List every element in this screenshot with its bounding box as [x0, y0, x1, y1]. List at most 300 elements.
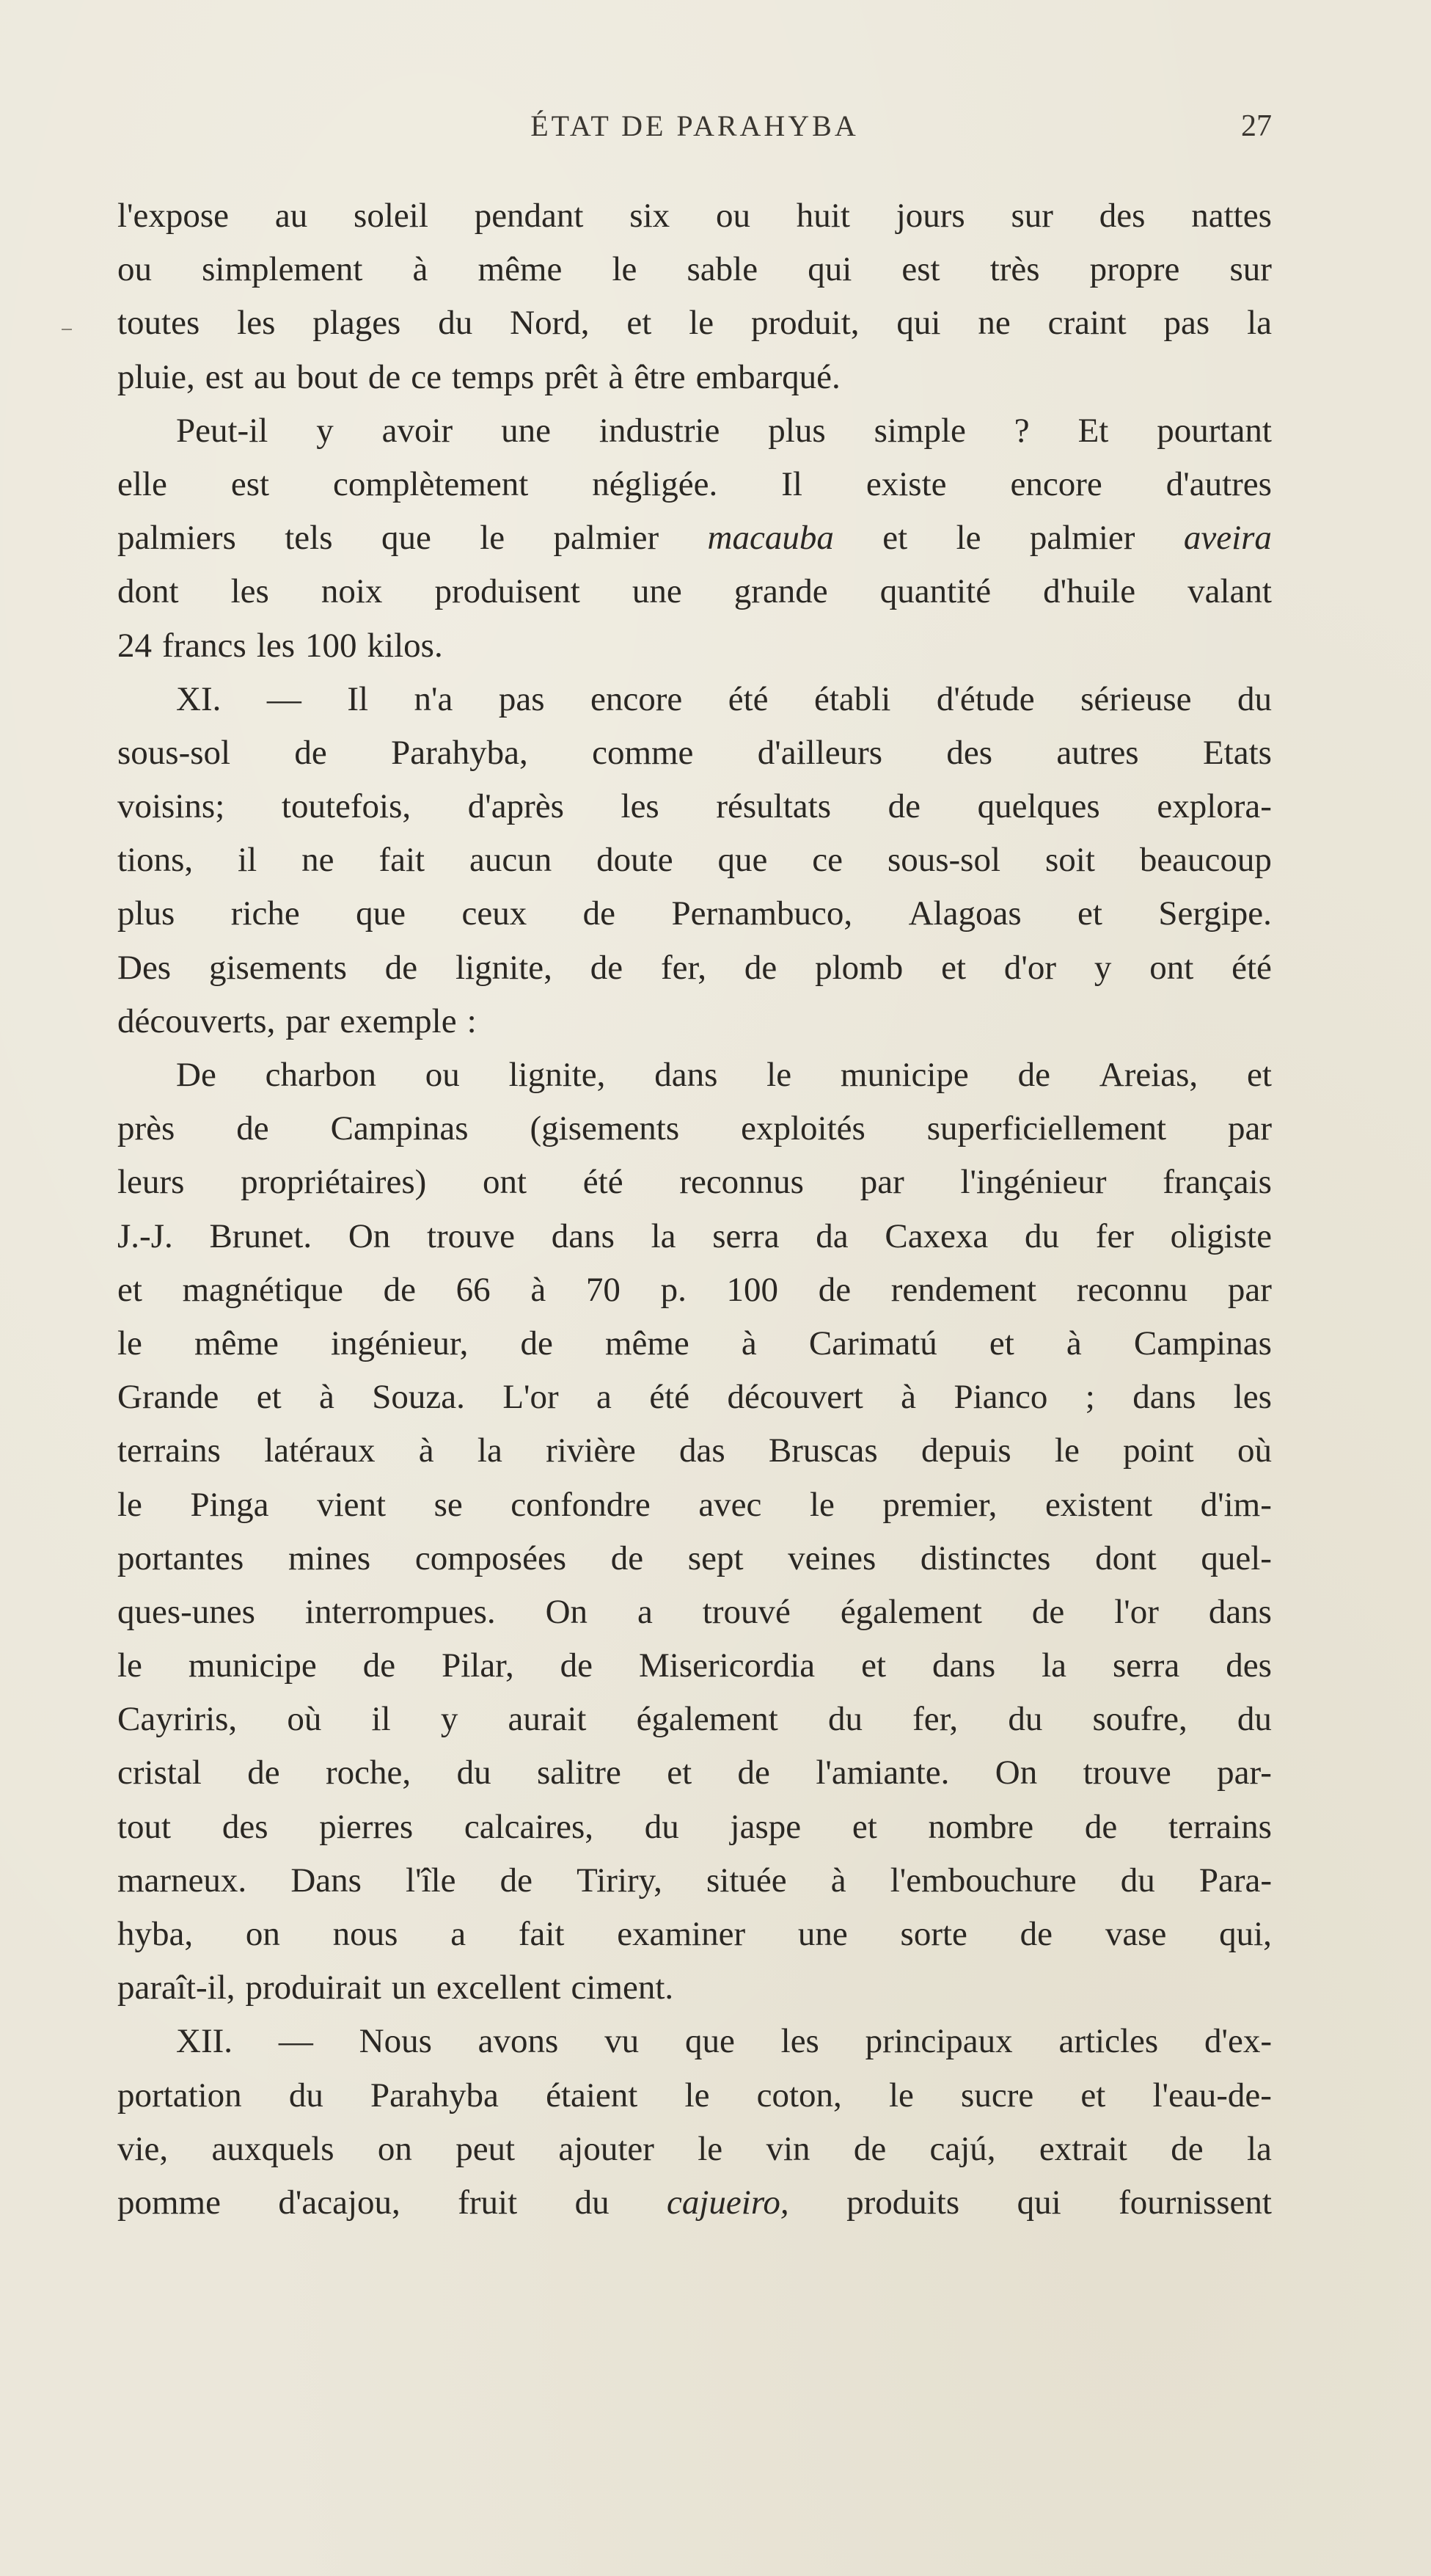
word: propre	[1089, 250, 1180, 289]
word: été	[582, 1163, 623, 1202]
word: être	[634, 357, 686, 396]
word: d'or	[1003, 948, 1056, 987]
word: sept	[687, 1539, 744, 1577]
word: d'après	[467, 787, 564, 826]
word: des	[1226, 1646, 1272, 1685]
word: articles	[1058, 2022, 1159, 2061]
word: Nous	[359, 2022, 432, 2061]
word: aurait	[508, 1700, 587, 1739]
text-line	[117, 1263, 1272, 1317]
word: de	[384, 948, 418, 987]
text-line	[117, 404, 1272, 458]
word: Tiriry,	[577, 1861, 662, 1900]
word: examiner	[617, 1915, 746, 1953]
word: la	[1247, 304, 1272, 343]
word: qui	[1017, 2183, 1061, 2222]
word: craint	[1047, 304, 1127, 343]
word: de	[582, 894, 616, 933]
word: dont	[1095, 1539, 1157, 1577]
word: lignite,	[508, 1056, 606, 1094]
word: 24	[117, 626, 152, 665]
word: les	[237, 304, 276, 343]
word: paraît-il,	[117, 1969, 235, 2007]
word: embarqué.	[695, 357, 841, 396]
word: plus	[768, 411, 826, 450]
word: l'embouchure	[890, 1861, 1077, 1900]
word: située	[706, 1861, 787, 1900]
word: du	[827, 1700, 863, 1739]
word: complètement	[333, 464, 529, 503]
word: dans	[932, 1646, 996, 1685]
word: Souza.	[372, 1378, 465, 1417]
word: que	[717, 841, 768, 880]
word: serra	[712, 1216, 780, 1255]
word: vie,	[117, 2129, 169, 2168]
word: soit	[1044, 841, 1095, 880]
text-line	[117, 1371, 1272, 1424]
word: découverts,	[117, 1001, 276, 1040]
word: dans	[1208, 1592, 1272, 1631]
text-line	[117, 2176, 1272, 2230]
word: et	[941, 948, 967, 987]
word: exemple	[340, 1001, 457, 1040]
text-line	[117, 887, 1272, 941]
word: 100	[305, 626, 357, 665]
word: ;	[1085, 1378, 1095, 1417]
word: Des	[117, 948, 172, 987]
word: Brunet.	[209, 1216, 312, 1255]
word: pomme	[117, 2183, 221, 2222]
word: J.-J.	[117, 1216, 173, 1255]
word: ?	[1014, 411, 1030, 450]
word: Cayriris,	[117, 1700, 238, 1739]
word: le	[612, 250, 637, 289]
word: aveira	[1183, 519, 1272, 558]
word: doute	[596, 841, 673, 880]
word: Bruscas	[768, 1431, 878, 1470]
word: aucun	[469, 841, 552, 880]
word: d'huile	[1043, 572, 1136, 611]
word: également	[636, 1700, 778, 1739]
word: est	[901, 250, 940, 289]
word: de	[1031, 1592, 1065, 1631]
word: découvert	[727, 1378, 863, 1417]
text-line	[117, 1156, 1272, 1209]
word: principaux	[865, 2022, 1013, 2061]
word: d'étude	[936, 679, 1035, 718]
word: Pinga	[190, 1485, 269, 1524]
word: macauba	[707, 519, 834, 558]
word: De	[176, 1056, 216, 1094]
word: le	[809, 1485, 835, 1524]
word: ou	[715, 197, 750, 235]
word: qui,	[1219, 1915, 1272, 1953]
word: de	[853, 2129, 887, 2168]
word: du	[1024, 1216, 1059, 1255]
word: au	[253, 357, 287, 396]
text-line	[117, 833, 1272, 887]
word: par	[285, 1001, 330, 1040]
word: même	[477, 250, 563, 289]
word: francs	[162, 626, 246, 665]
word: l'or	[1114, 1592, 1159, 1631]
word: gisements	[208, 948, 347, 987]
word: sur	[1011, 197, 1053, 235]
word: à	[418, 1431, 434, 1470]
word: du	[456, 1754, 491, 1792]
word: riche	[230, 894, 300, 933]
word: de	[1171, 2129, 1204, 2168]
word: a	[450, 1915, 466, 1953]
word: est	[230, 464, 270, 503]
word: reconnus	[679, 1163, 804, 1202]
word: Pernambuco,	[671, 894, 853, 933]
word: l'ingénieur	[960, 1163, 1107, 1202]
word: charbon	[265, 1056, 376, 1094]
word: à	[530, 1270, 546, 1309]
word: fait	[518, 1915, 565, 1953]
word: autres	[1056, 733, 1139, 772]
word: que	[684, 2022, 735, 2061]
word: sucre	[961, 2076, 1034, 2115]
word: ceux	[461, 894, 527, 933]
text-line	[117, 1424, 1272, 1478]
word: le	[956, 519, 981, 558]
text-line	[117, 780, 1272, 833]
word: le	[1054, 1431, 1080, 1470]
word: :	[466, 1001, 477, 1040]
word: étaient	[546, 2076, 638, 2115]
word: ne	[301, 841, 334, 880]
text-line	[117, 1800, 1272, 1854]
word: qui	[808, 250, 852, 289]
word: leurs	[117, 1163, 185, 1202]
word: du	[1237, 679, 1272, 718]
word: valant	[1187, 572, 1272, 611]
word: à	[319, 1378, 334, 1417]
word: de	[247, 1754, 280, 1792]
word: Et	[1077, 411, 1109, 450]
word: trouve	[1083, 1754, 1171, 1792]
word: fait	[378, 841, 425, 880]
word: et	[1246, 1056, 1272, 1094]
word: auxquels	[211, 2129, 334, 2168]
word: mines	[288, 1539, 371, 1577]
word: —	[266, 679, 301, 718]
word: distinctes	[920, 1539, 1051, 1577]
word: On	[545, 1592, 588, 1631]
margin-mark	[62, 329, 72, 330]
word: la	[477, 1431, 502, 1470]
word: Carimatú	[808, 1324, 937, 1362]
text-line	[117, 673, 1272, 726]
word: oligiste	[1170, 1216, 1272, 1255]
word: de	[737, 1754, 770, 1792]
word: jours	[896, 197, 965, 235]
word: l'expose	[117, 197, 230, 235]
word: du	[1120, 1861, 1155, 1900]
word: sur	[1229, 250, 1272, 289]
word: les	[1233, 1378, 1272, 1417]
word: ont	[1149, 948, 1194, 987]
text-line	[117, 941, 1272, 995]
word: français	[1163, 1163, 1272, 1202]
word: calcaires,	[464, 1807, 594, 1846]
word: le	[684, 2076, 710, 2115]
word: Pilar,	[442, 1646, 514, 1685]
word: été	[728, 679, 769, 718]
text-line	[117, 1102, 1272, 1156]
word: pas	[1163, 304, 1210, 343]
word: existe	[865, 464, 947, 503]
word: d'ex-	[1204, 2022, 1272, 2061]
word: sous-sol	[117, 733, 231, 772]
word: sable	[687, 250, 758, 289]
word: pendant	[474, 197, 584, 235]
word: tions,	[117, 841, 194, 880]
word: Campinas	[330, 1109, 469, 1148]
text-line	[117, 1210, 1272, 1263]
word: ne	[978, 304, 1011, 343]
word: hyba,	[117, 1915, 194, 1953]
word: dans	[654, 1056, 718, 1094]
word: prêt	[544, 357, 599, 396]
word: plomb	[815, 948, 904, 987]
word: d'im-	[1200, 1485, 1272, 1524]
word: d'acajou,	[278, 2183, 400, 2222]
word: Peut-il	[176, 411, 268, 450]
word: reconnu	[1076, 1270, 1188, 1309]
word: terrains	[117, 1431, 221, 1470]
word: par	[860, 1163, 904, 1202]
word: —	[278, 2022, 313, 2061]
word: simplement	[202, 250, 363, 289]
text-line	[117, 1317, 1272, 1371]
word: produits	[846, 2183, 960, 2222]
word: de	[367, 357, 401, 396]
word: Etats	[1202, 733, 1272, 772]
word: noix	[321, 572, 383, 611]
word: même	[604, 1324, 689, 1362]
word: près	[117, 1109, 175, 1148]
word: cajueiro,	[667, 2183, 789, 2222]
word: et	[861, 1646, 886, 1685]
word: interrompues.	[304, 1592, 496, 1631]
word: cajú,	[929, 2129, 996, 2168]
word: premier,	[882, 1485, 998, 1524]
word: ce	[411, 357, 442, 396]
word: trouve	[426, 1216, 516, 1255]
word: les	[230, 572, 269, 611]
text-line	[117, 619, 1272, 673]
word: huit	[796, 197, 850, 235]
word: industrie	[599, 411, 720, 450]
word: du	[1008, 1700, 1043, 1739]
word: six	[629, 197, 670, 235]
word: excellent	[436, 1969, 561, 2007]
word: par-	[1217, 1754, 1272, 1792]
word: par	[1227, 1270, 1272, 1309]
word: et	[1077, 894, 1102, 933]
word: das	[678, 1431, 725, 1470]
word: Parahyba,	[391, 733, 528, 772]
word: produisent	[434, 572, 580, 611]
word: municipe	[188, 1646, 317, 1685]
word: soleil	[354, 197, 428, 235]
word: 70	[585, 1270, 621, 1309]
word: ce	[812, 841, 843, 880]
word: y	[1094, 948, 1112, 987]
text-line	[117, 1908, 1272, 1961]
word: l'eau-de-	[1152, 2076, 1272, 2115]
word: ques-unes	[117, 1592, 255, 1631]
word: toutes	[117, 304, 200, 343]
text-line	[117, 1639, 1272, 1693]
word: soufre,	[1092, 1700, 1187, 1739]
word: roche,	[326, 1754, 411, 1792]
word: où	[287, 1700, 322, 1739]
word: on	[245, 1915, 280, 1953]
word: beaucoup	[1139, 841, 1272, 880]
word: y	[316, 411, 334, 450]
word: simple	[874, 411, 966, 450]
word: le	[888, 2076, 914, 2115]
word: les	[621, 787, 659, 826]
text-line	[117, 1048, 1272, 1102]
word: Areias,	[1099, 1056, 1198, 1094]
word: dans	[1132, 1378, 1196, 1417]
word: jaspe	[730, 1807, 802, 1846]
word: XI.	[176, 679, 222, 718]
word: latéraux	[264, 1431, 376, 1470]
word: du	[438, 304, 473, 343]
word: sous-sol	[887, 841, 1001, 880]
word: ingénieur,	[330, 1324, 469, 1362]
word: fournissent	[1119, 2183, 1272, 2222]
page-number: 27	[1241, 109, 1272, 143]
word: 66	[455, 1270, 491, 1309]
word: à	[608, 357, 624, 396]
word: da	[816, 1216, 849, 1255]
text-line	[117, 243, 1272, 296]
word: il	[238, 841, 257, 880]
word: 100	[726, 1270, 778, 1309]
word: encore	[590, 679, 683, 718]
word: palmier	[553, 519, 659, 558]
word: plages	[312, 304, 401, 343]
text-line	[117, 458, 1272, 511]
word: et	[852, 1807, 877, 1846]
word: explora-	[1157, 787, 1272, 826]
word: Campinas	[1133, 1324, 1272, 1362]
word: que	[381, 519, 431, 558]
text-line	[117, 2069, 1272, 2123]
word: et	[256, 1378, 282, 1417]
text-line	[117, 2015, 1272, 2068]
word: de	[362, 1646, 396, 1685]
word: le	[117, 1485, 142, 1524]
word: voisins;	[117, 787, 225, 826]
word: à	[830, 1861, 846, 1900]
word: au	[274, 197, 308, 235]
word: a	[596, 1378, 612, 1417]
word: établi	[813, 679, 891, 718]
word: les	[780, 2022, 819, 2061]
word: et	[117, 1270, 142, 1309]
word: n'a	[414, 679, 453, 718]
word: fruit	[458, 2183, 518, 2222]
word: par	[1227, 1109, 1272, 1148]
word: Para-	[1198, 1861, 1272, 1900]
word: un	[391, 1969, 426, 2007]
word: le	[117, 1324, 142, 1362]
word: de	[1084, 1807, 1118, 1846]
word: bout	[296, 357, 358, 396]
word: vase	[1105, 1915, 1167, 1953]
word: de	[590, 948, 623, 987]
word: du	[1237, 1700, 1272, 1739]
word: l'amiante.	[816, 1754, 950, 1792]
word: à	[1066, 1324, 1082, 1362]
word: Caxexa	[885, 1216, 989, 1255]
word: y	[440, 1700, 458, 1739]
word: Pianco	[954, 1378, 1048, 1417]
text-line	[117, 1693, 1272, 1746]
word: Misericordia	[638, 1646, 816, 1685]
text-line	[117, 511, 1272, 565]
word: également	[840, 1592, 982, 1631]
word: le	[766, 1056, 792, 1094]
word: propriétaires)	[241, 1163, 427, 1202]
text-line	[117, 351, 1272, 404]
word: été	[1231, 948, 1272, 987]
word: On	[995, 1754, 1038, 1792]
word: des	[946, 733, 993, 772]
word: été	[649, 1378, 690, 1417]
word: superficiellement	[926, 1109, 1167, 1148]
word: rendement	[890, 1270, 1037, 1309]
word: le	[698, 2129, 723, 2168]
word: exploités	[741, 1109, 865, 1148]
word: depuis	[921, 1431, 1011, 1470]
word: palmiers	[117, 519, 236, 558]
word: d'ailleurs	[757, 733, 883, 772]
word: encore	[1010, 464, 1102, 503]
word: comme	[592, 733, 694, 772]
word: salitre	[536, 1754, 621, 1792]
text-line	[117, 995, 1272, 1048]
word: coton,	[756, 2076, 842, 2115]
word: quantité	[879, 572, 992, 611]
word: Dans	[290, 1861, 362, 1900]
word: le	[117, 1646, 142, 1685]
word: quelques	[977, 787, 1100, 826]
word: temps	[452, 357, 535, 396]
word: les	[256, 626, 296, 665]
word: L'or	[502, 1378, 559, 1417]
word: une	[797, 1915, 848, 1953]
word: la	[1246, 2129, 1272, 2168]
word: à	[412, 250, 428, 289]
word: la	[651, 1216, 676, 1255]
word: Nord,	[510, 304, 590, 343]
word: ou	[117, 250, 152, 289]
word: que	[356, 894, 406, 933]
word: dans	[551, 1216, 615, 1255]
word: serra	[1112, 1646, 1180, 1685]
word: et	[989, 1324, 1014, 1362]
word: et	[1080, 2076, 1106, 2115]
